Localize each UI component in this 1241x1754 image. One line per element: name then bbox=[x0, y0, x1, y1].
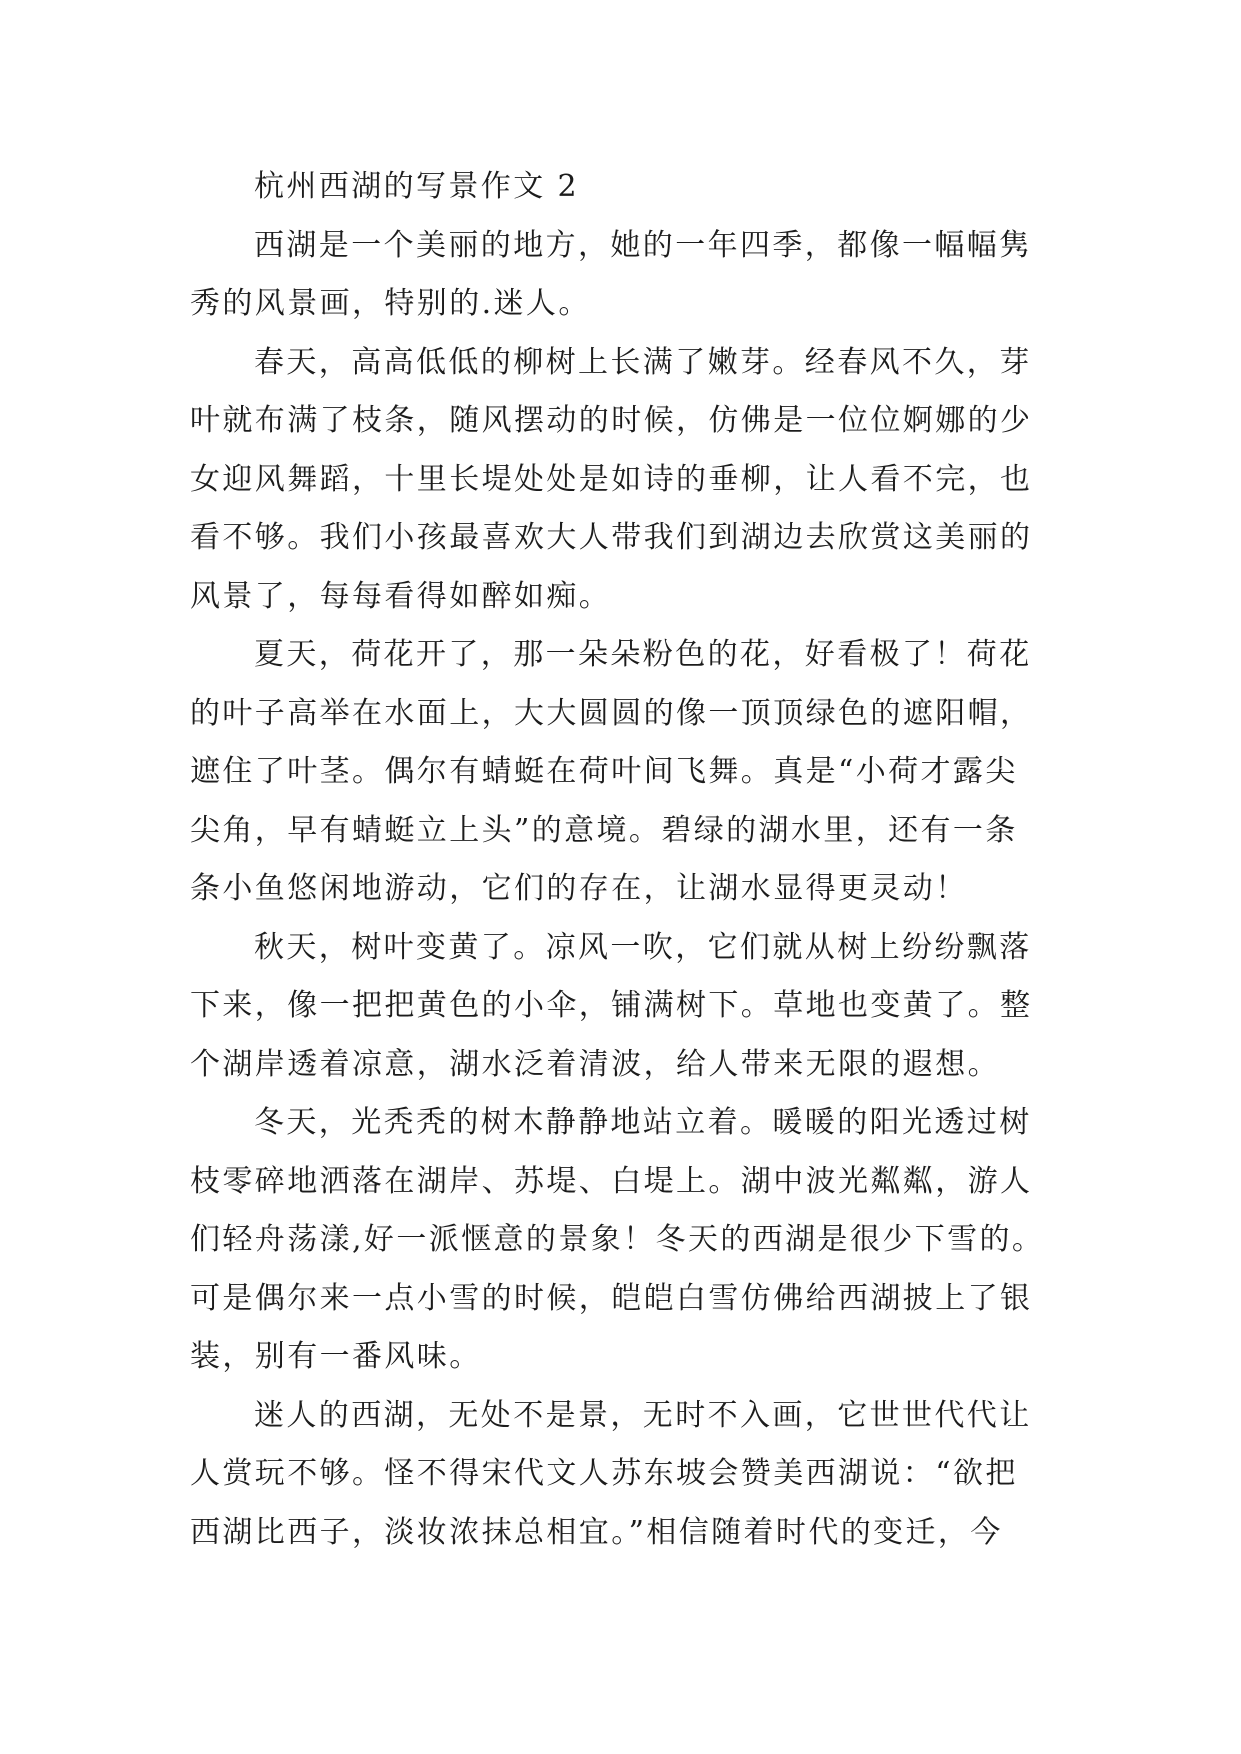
text-line: 尖角，早有蜻蜓立上头”的意境。碧绿的湖水里，还有一条 bbox=[190, 812, 1018, 848]
text-line: 夏天，荷花开了，那一朵朵粉色的花，好看极了！荷花 bbox=[254, 637, 1032, 672]
text-line: 西湖是一个美丽的地方，她的一年四季，都像一幅幅隽 bbox=[254, 227, 1032, 263]
paragraph-summer bbox=[190, 626, 1070, 919]
text-line: 风景了，每每看得如醉如痴。 bbox=[190, 578, 612, 614]
text-line: 女迎风舞蹈，十里长堤处处是如诗的垂柳，让人看不完，也 bbox=[190, 461, 1033, 497]
text-line: 人赏玩不够。怪不得宋代文人苏东坡会赞美西湖说：“欲把 bbox=[190, 1456, 1018, 1491]
text-line: 遮住了叶茎。偶尔有蜻蜓在荷叶间飞舞。真是“小荷才露尖 bbox=[190, 754, 1018, 789]
text-line: 们轻舟荡漾,好一派惬意的景象！冬天的西湖是很少下雪的。 bbox=[190, 1222, 1045, 1257]
text-line: 可是偶尔来一点小雪的时候，皑皑白雪仿佛给西湖披上了银 bbox=[190, 1280, 1033, 1316]
text-line: 的叶子高举在水面上，大大圆圆的像一顶顶绿色的遮阳帽， bbox=[190, 695, 1033, 731]
text-line: 秀的风景画，特别的.迷人。 bbox=[190, 286, 591, 321]
text-line: 装，别有一番风味。 bbox=[190, 1339, 482, 1374]
text-line: 冬天，光秃秃的树木静静地站立着。暖暖的阳光透过树 bbox=[254, 1105, 1032, 1140]
text-line: 下来，像一把把黄色的小伞，铺满树下。草地也变黄了。整 bbox=[190, 988, 1033, 1023]
essay-title: 杭州西湖的写景作文 2 bbox=[254, 169, 580, 204]
paragraph-autumn bbox=[190, 919, 1070, 1095]
text-line: 看不够。我们小孩最喜欢大人带我们到湖边去欣赏这美丽的 bbox=[190, 520, 1033, 555]
text-line: 秋天，树叶变黄了。凉风一吹，它们就从树上纷纷飘落 bbox=[254, 929, 1032, 965]
essay-body bbox=[190, 158, 1070, 1562]
text-line: 个湖岸透着凉意，湖水泛着清波，给人带来无限的遐想。 bbox=[190, 1046, 1000, 1082]
text-line: 春天，高高低低的柳树上长满了嫩芽。经春风不久，芽 bbox=[254, 344, 1032, 380]
text-line: 叶就布满了枝条，随风摆动的时候，仿佛是一位位婀娜的少 bbox=[190, 403, 1033, 438]
paragraph-winter bbox=[190, 1094, 1070, 1387]
paragraph-conclusion bbox=[190, 1387, 1070, 1563]
paragraph-spring bbox=[190, 334, 1070, 627]
text-line: 迷人的西湖，无处不是景，无时不入画，它世世代代让 bbox=[254, 1397, 1032, 1433]
text-line: 西湖比西子，淡妆浓抹总相宜。”相信随着时代的变迁，今 bbox=[190, 1514, 1003, 1550]
text-line: 条小鱼悠闲地游动，它们的存在，让湖水显得更灵动！ bbox=[190, 871, 968, 906]
text-line: 枝零碎地洒落在湖岸、苏堤、白堤上。湖中波光粼粼，游人 bbox=[190, 1163, 1033, 1199]
paragraph-intro bbox=[190, 217, 1070, 334]
